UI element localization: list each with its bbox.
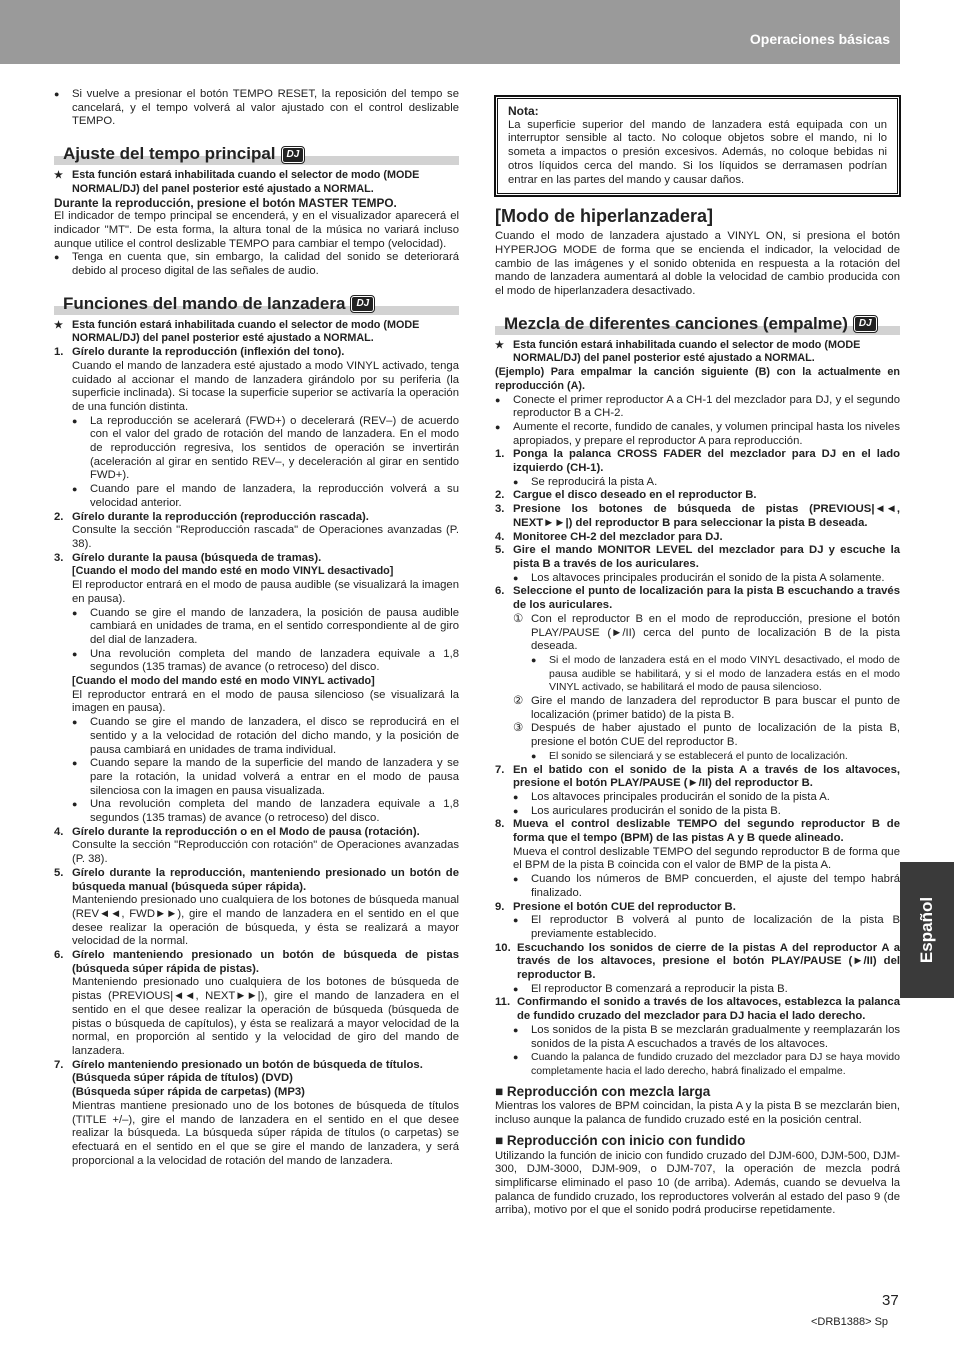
section-heading-mix <box>495 313 900 335</box>
mix-step-4: 4. Monitoree CH-2 del mezclador para DJ. <box>495 530 723 543</box>
intro-bullet: ● Si vuelve a presionar el botón TEMPO RESET, la reposición del tempo se cancelará, y el tempo volverá al valor ajustado con el control deslizable TEMPO. <box>54 88 459 129</box>
jog-step-4: 4. Gírelo durante la reproducción o en el Modo de pausa (rotación). <box>54 825 420 838</box>
section-title-mix: Mezcla de diferentes canciones (empalme) <box>504 313 848 333</box>
jog-step-3-bullet: ● Una revolución completa del mando de lanzadera equivale a 1,8 segundos (135 tramas) de avance (o retroceso) del disco. <box>54 798 459 825</box>
jog-step-6-body: Manteniendo presionado uno cualquiera de los botones de búsqueda de pistas (PREVIOUS|◄◄, NEXT►►|), gire el mando de lanzadera en el sentido en el que desee realizar la operación de búsqueda (búsqueda de pistas o búsqueda de capítulos), y ésta se realizará a mayor velocidad de la normal, en proporción al sentido y la velocidad de giro del mando de lanzadera. <box>72 976 459 1057</box>
dj-badge-icon: DJ <box>854 316 877 332</box>
mix-step-6-sub-3: ③ Después de haber ajustado el punto de localización de la pista B, presione el botón CUE del reproductor B. <box>513 722 900 749</box>
hyperjog-title: [Modo de hiperlanzadera] <box>495 206 714 227</box>
mode-warning: ★ Esta función estará inhabilitada cuando el selector de modo (MODE NORMAL/DJ) del panel posterior esté ajustado a NORMAL. <box>495 339 900 366</box>
mix-step-5: 5. Gire el mando MONITOR LEVEL del mezclador para DJ y escuche la pista B a través de los auriculares. <box>495 544 900 570</box>
mix-step-1: 1. Ponga la palanca CROSS FADER del mezclador para DJ en el lado izquierdo (CH-1). <box>495 448 900 475</box>
master-tempo-lead: Durante la reproducción, presione el botón MASTER TEMPO. <box>54 195 397 210</box>
note-box <box>495 96 900 196</box>
mix-step-7: 7. En el batido con el sonido de la pista A a través de los altavoces, presione el botón PLAY/PAUSE (►/II) del reproductor B. <box>495 763 900 790</box>
fader-start-body: Utilizando la función de inicio con fundido cruzado del DJM-600, DJM-500, DJM-300, DJM-3000, DJM-909, o DJM-707, la operación de mezcla podrá simplificarse eliminado el paso 10 (de arriba). Además, cuando se devuelva la palanca de fundido cruzado, los reproductores volverán al estado del paso 9 (de arriba), motivo por el que el sonido podrá producirse repetidamente. <box>495 1149 900 1217</box>
mix-step-6: 6. Seleccione el punto de localización para la pista B escuchando a través de los auriculares. <box>495 585 900 612</box>
jog-step-1-body: Cuando el mando de lanzadera esté ajustado a modo VINYL activado, tenga cuidado al accionar el mando de lanzadera girándolo por su periferia (la superficie inclinada). Si tocase la superficie superior se activaría la operación de una función distinta. <box>72 359 459 413</box>
mix-step-6-sub-1: ① Con el reproductor B en el modo de reproducción, presione el botón PLAY/PAUSE (►/II) cerca del punto de localización B de la pista deseada. <box>513 612 900 653</box>
jog-step-3-subhead: [Cuando el modo del mando esté en modo VINYL desactivado] <box>72 565 394 578</box>
jog-step-7: 7. Gírelo manteniendo presionado un botón de búsqueda de títulos. <box>54 1058 423 1071</box>
jog-step-1-bullet: ● La reproducción se acelerará (FWD+) o decelerará (REV–) de acuerdo con el valor del grado de rotación del mando de lanzadera. En el modo de reproducción regresiva, los sentidos de operación se invertirán (aceleración al girar en sentido REV–, y deceleración al girar en sentido FWD+). <box>54 415 459 484</box>
language-tab-label: Español <box>917 896 937 964</box>
note-body: La superficie superior del mando de lanzadera está equipada con un interruptor sensible al tacto. No coloque objetos sobre el mando, ni lo someta a impactos o presión excesivos. Además, no coloque bebidas ni otros líquidos cerca del mando. Si los líquidos se derramasen podrían entrar en las partes del mando y causar daños. <box>508 118 887 186</box>
section-heading-master-tempo <box>54 143 459 165</box>
mix-step-11: 11. Confirmando el sonido a través de los altavoces, establezca la palanca de fundido cruzado del mezclador para DJ hacia el lado derecho. <box>495 996 900 1023</box>
section-heading-jog <box>54 293 459 315</box>
jog-step-3-bullet: ● Una revolución completa del mando de lanzadera equivale a 1,8 segundos (135 tramas) de avance (o retroceso) del disco. <box>54 648 459 675</box>
jog-step-3-subhead: [Cuando el modo del mando esté en modo VINYL activado] <box>72 675 375 688</box>
mix-step-bullet: ● Cuando la palanca de fundido cruzado del mezclador para DJ se haya movido completamente hacia el lado derecho, habrá finalizado el empalme. <box>495 1051 900 1078</box>
mix-step-8: 8. Mueva el control deslizable TEMPO del segundo reproductor B de forma que el tempo (BPM) de las pistas A y B quede alineado. <box>495 818 900 845</box>
page-number: 37 <box>882 1292 899 1309</box>
jog-step-1-bullet: ● Cuando pare el mando de lanzadera, la reproducción volverá a su velocidad anterior. <box>54 483 459 510</box>
mix-step-bullet: ● Los altavoces principales producirán el sonido de la pista A solamente. <box>495 572 900 586</box>
mix-step-3: 3. Presione los botones de búsqueda de pistas (PREVIOUS|◄◄, NEXT►►|) del reproductor B para seleccionar la pista B deseada. <box>495 503 900 529</box>
long-mix-title: ■ Reproducción con mezcla larga <box>495 1085 900 1099</box>
jog-step-3-body: El reproductor entrará en el modo de pausa silencioso (se visualizará la imagen en pausa). <box>72 688 459 715</box>
document-code: <DRB1388> Sp <box>811 1316 889 1328</box>
dj-badge-icon: DJ <box>351 296 374 312</box>
mix-step-6-sub-2: ② Gire el mando de lanzadera del reproductor B para buscar el punto de localización (primer batido) de la pista B. <box>513 695 900 721</box>
mix-step-bullet: ● Los altavoces principales producirán el sonido de la pista A. <box>495 791 900 805</box>
dj-badge-icon: DJ <box>282 147 305 163</box>
jog-step-3-bullet: ● Cuando se gire el mando de lanzadera, la posición de pausa audible cambiará en unidades de trama, en el sentido correspondiente al de giro del dial de lanzadera. <box>54 607 459 648</box>
mix-bullet: ● Aumente el recorte, fundido de canales, y volumen principal hasta los niveles apropiados, y prepare el reproductor A para reproducción. <box>495 421 900 448</box>
jog-step-1: 1. Gírelo durante la reproducción (inflexión del tono). <box>54 346 345 359</box>
page-header <box>0 0 900 64</box>
jog-step-7-sub: (Búsqueda súper rápida de carpetas) (MP3) <box>72 1086 305 1099</box>
mix-bullet: ● Conecte el primer reproductor A a CH-1 del mezclador para DJ, y el segundo reproductor B a CH-2. <box>495 394 900 421</box>
mix-step-6-sub-bullet: ● El sonido se silenciará y se establecerá el punto de localización. <box>495 750 900 764</box>
master-tempo-bullet: ● Tenga en cuenta que, sin embargo, la calidad del sonido se deteriorará debido al proceso digital de las señales de audio. <box>54 251 459 278</box>
master-tempo-body: El indicador de tempo principal se encenderá, y en el visualizador aparecerá el indicador "MT". De esta forma, la altura tonal de la música no variará incluso aunque utilice el control deslizable TEMPO para cambiar el tempo (velocidad). <box>54 210 459 250</box>
mix-step-bullet: ● Cuando los números de BMP concuerden, el ajuste del tempo habrá finalizado. <box>495 873 900 900</box>
jog-step-5: 5. Gírelo durante la reproducción, manteniendo presionado un botón de búsqueda manual (búsqueda súper rápida). <box>54 866 459 893</box>
mix-step-6-sub-bullet: ● Si el modo de lanzadera está en el modo VINYL desactivado, el modo de pausa audible se habilitará, y si el modo de lanzadera estás en el modo VINYL activado, se habilitará el modo de pausa silencioso. <box>495 654 900 695</box>
jog-step-3: 3. Gírelo durante la pausa (búsqueda de tramas). <box>54 551 322 564</box>
jog-step-6: 6. Gírelo manteniendo presionado un botón de búsqueda de pistas (búsqueda súper rápida de pistas). <box>54 949 459 975</box>
jog-step-4-body: Consulte la sección "Reproducción con rotación" de Operaciones avanzadas (P. 38). <box>72 839 459 866</box>
right-column <box>495 92 900 1218</box>
note-title: Nota: <box>508 104 539 118</box>
language-tab <box>900 862 954 998</box>
mode-warning: ★ Esta función estará inhabilitada cuando el selector de modo (MODE NORMAL/DJ) del panel posterior esté ajustado a NORMAL. <box>54 319 459 346</box>
section-title-jog: Funciones del mando de lanzadera <box>63 293 346 313</box>
jog-step-3-bullet: ● Cuando se gire el mando de lanzadera, el disco se reproducirá en el sentido y a la velocidad de rotación del dicho mando, y la posición de pausa cambiará en unidades de trama individual. <box>54 716 459 757</box>
jog-step-3-body: El reproductor entrará en el modo de pausa audible (se visualizará la imagen en pausa). <box>72 579 459 605</box>
jog-step-5-body: Manteniendo presionado uno cualquiera de los botones de búsqueda manual (REV◄◄, FWD►►), gire el mando de lanzadera en el sentido en el que desee realizar la operación de búsqueda, y ésta se realizará a mayor velocidad de la normal. <box>72 894 459 948</box>
mix-example: (Ejemplo) Para empalmar la canción siguiente (B) con la actualmente en reproducción (A). <box>495 366 900 392</box>
mix-step-9: 9. Presione el botón CUE del reproductor B. <box>495 900 736 913</box>
mode-warning: ★ Esta función estará inhabilitada cuando el selector de modo (MODE NORMAL/DJ) del panel posterior esté ajustado a NORMAL. <box>54 169 459 196</box>
left-column <box>54 88 459 1168</box>
mix-step-bullet: ● Los auriculares producirán el sonido de la pista B. <box>495 805 900 819</box>
hyperjog-body: Cuando el modo de lanzadera ajustado a VINYL ON, si presiona el botón HYPERJOG MODE de forma que se encienda el indicador, la velocidad de cambio de las imágenes y el sonido obtenida en respuesta a la rotación del mando de lanzadera aumentará al doble la velocidad de cambio producida con el modo de hiperlanzadera desactivado. <box>495 230 900 298</box>
fader-start-title: ■ Reproducción con inicio con fundido <box>495 1134 900 1148</box>
mix-step-10: 10. Escuchando los sonidos de cierre de la pistas A del reproductor A a través de los altavoces, presione el botón PLAY/PAUSE (►/II) del reproductor B. <box>495 941 900 982</box>
section-title-master-tempo: Ajuste del tempo principal <box>63 144 276 164</box>
long-mix-body: Mientras los valores de BPM coincidan, la pista A y la pista B se mezclarán bien, incluso aunque la palanca de fundido cruzado esté en la posición central. <box>495 1100 900 1127</box>
jog-step-7-sub: (Búsqueda súper rápida de títulos) (DVD) <box>72 1072 293 1085</box>
mix-step-bullet: ● Los sonidos de la pista B se mezclarán gradualmente y reemplazarán los sonidos de la pista A escuchados a través de los altavoces. <box>495 1024 900 1051</box>
mix-step-bullet: ● El reproductor B comenzará a reproducir la pista B. <box>495 983 900 997</box>
jog-step-2-body: Consulte la sección "Reproducción rascada" de Operaciones avanzadas (P. 38). <box>72 524 459 550</box>
jog-step-2: 2. Gírelo durante la reproducción (reproducción rascada). <box>54 510 369 523</box>
section-title: Operaciones básicas <box>749 31 890 47</box>
jog-step-3-bullet: ● Cuando separe la mando de la superficie del mando de lanzadera y se pare la rotación, la unidad volverá a entrar en el modo de pausa silenciosa con la imagen en pausa visualizada. <box>54 757 459 798</box>
mix-step-2: 2. Cargue el disco deseado en el reproductor B. <box>495 489 757 502</box>
jog-step-7-body: Mientras mantiene presionado uno de los botones de búsqueda de títulos (TITLE +/–), gire el mando de lanzadera en el sentido en el que desee realizar la búsqueda. La búsqueda súper rápida de títulos (o carpetas) se efectuará en el sentido en el que se gire el mando de lanzadera, y será proporcional a la velocidad de rotación del mando de lanzadera. <box>72 1099 459 1167</box>
mix-step-bullet: ● Se reproducirá la pista A. <box>495 476 900 490</box>
mix-step-bullet: ● El reproductor B volverá al punto de localización de la pista B previamente establecido. <box>495 914 900 941</box>
mix-step-8-body: Mueva el control deslizable TEMPO del segundo reproductor B de forma que el BPM de la pista B coincida con el valor de BMP de la pista A. <box>513 845 900 872</box>
